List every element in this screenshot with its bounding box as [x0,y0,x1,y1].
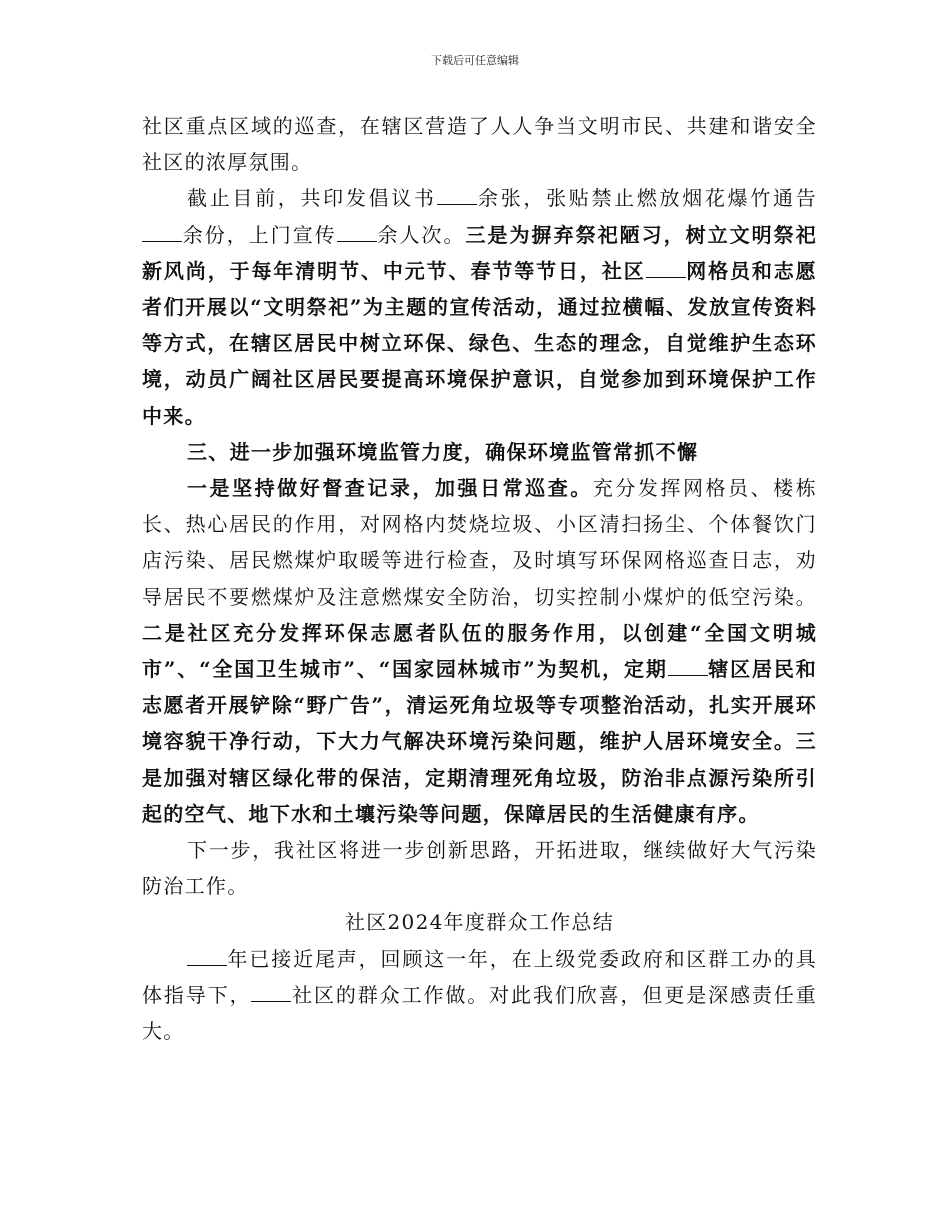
bold-text-segment: 一是坚持做好督查记录，加强日常巡查。 [187,476,593,501]
text-segment: 余张，张贴禁止燃放烟花爆竹通告 [476,186,818,211]
text-segment: 余人次。 [376,222,466,247]
paragraph-4: 下一步，我社区将进一步创新思路，开拓进取，继续做好大气污染防治工作。 [142,838,817,899]
bold-text-segment: 三是为摒弃祭祀陋习，树立文明祭祀新风尚，于每年清明节、中元节、春节等节日，社区 [142,222,817,283]
fill-blank [337,225,377,242]
paragraph-3 [142,470,817,832]
document-title-2: 社区2024年度群众工作总结 [344,910,615,935]
fill-blank [142,225,182,242]
page-header: 下载后可任意编辑 [431,54,519,67]
paragraph-1: 社区重点区域的巡查，在辖区营造了人人争当文明市民、共建和谐安全社区的浓厚氛围。 [142,114,817,175]
paragraph-5 [142,941,817,1050]
text-segment: 年已接近尾声，回顾这一年，在上级党委政府和区群工办的具体指导下， [142,946,817,1007]
bold-text-segment: 辖区居民和志愿者开展铲除“野广告”，清运死角垃圾等专项整治活动，扎实开展环境容貌干净行动，下大力气解决环境污染问题，维护人居环境安全。三是加强对辖区绿化带的保洁，定期清理死角垃圾，防治非点源污染所引起的空气、地下水和土壤污染等问题，保障居民的生活健康有序。 [142,657,818,826]
fill-blank [187,949,227,966]
text-segment: 充分发挥网格员、楼栋长、热心居民的作用，对网格内焚烧垃圾、小区清扫扬尘、个体餐饮门店污染、居民燃煤炉取暖等进行检查，及时填写环保网格巡查日志，劝导居民不要燃煤炉及注意燃煤安全防治，切实控制小煤炉的低空污染。 [142,476,817,609]
bold-text-segment: 网格员和志愿者们开展以“文明祭祀”为主题的宣传活动，通过拉横幅、发放宣传资料等方式，在辖区居民中树立环保、绿色、生态的理念，自觉维护生态环境，动员广阔社区居民要提高环境保护意识，自觉参加到环境保护工作中来。 [142,258,817,428]
fill-blank [668,659,708,676]
bold-text-segment: 二是社区充分发挥环保志愿者队伍的服务作用，以创建“全国文明城市”、“全国卫生城市”、“国家园林城市”为契机，定期 [142,620,817,682]
fill-blank [437,188,477,205]
text-segment: 社区的群众工作做。对此我们欣喜，但更是深感责任重大。 [142,982,817,1044]
text-segment: 截止目前，共印发倡议书 [187,186,437,211]
section-heading-3: 三、进一步加强环境监管力度，确保环境监管常抓不懈 [187,439,699,464]
document-body [142,108,817,1049]
fill-blank [646,261,686,278]
fill-blank [251,985,291,1002]
text-segment: 余份，上门宣传 [182,222,337,247]
paragraph-2 [142,180,817,433]
